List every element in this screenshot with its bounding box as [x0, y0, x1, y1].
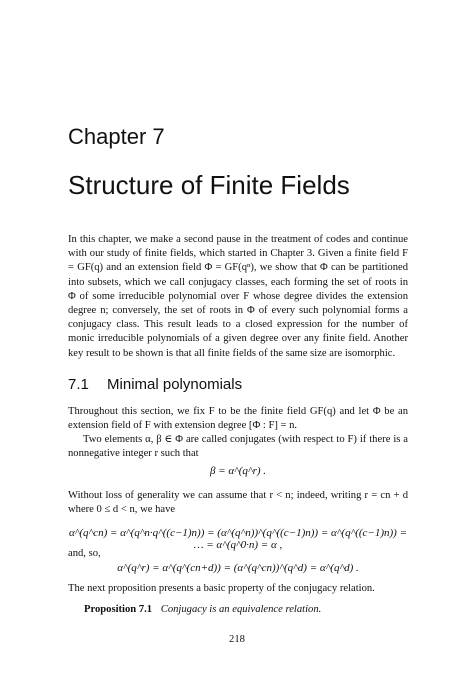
body-paragraph-2: Two elements α, β ∈ Φ are called conjugates (with respect to F) if there is a nonnegative integer r such that: [68, 434, 408, 460]
equation-conjugate: β = α^(q^r) .: [209, 465, 267, 477]
section-number: 7.1: [68, 376, 89, 393]
section-title: Minimal polynomials: [107, 376, 243, 393]
equation-reduction: α^(q^cn) = α^(q^n·q^((c−1)n)) = (α^(q^n))^(q^((c−1)n)) = α^(q^((c−1)n)) = … = α^(q^0·n) = α ,: [68, 527, 408, 551]
section-heading: [68, 376, 242, 393]
proposition-statement: Conjugacy is an equivalence relation.: [160, 604, 322, 615]
proposition-label: Proposition 7.1: [84, 604, 153, 615]
chapter-title: Structure of Finite Fields: [68, 170, 350, 200]
body-paragraph-5: The next proposition presents a basic property of the conjugacy relation.: [68, 583, 375, 594]
equation-result: α^(q^r) = α^(q^(cn+d)) = (α^(q^cn))^(q^d) = α^(q^d) .: [117, 562, 359, 574]
body-paragraph-1: Throughout this section, we fix F to be the finite field GF(q) and let Φ be an extension field of F with extension degree [Φ : F] = n.: [68, 406, 408, 432]
body-paragraph-4: and, so,: [68, 548, 101, 559]
body-paragraph-3: Without loss of generality we can assume that r < n; indeed, writing r = cn + d where 0 ≤ d < n, we have: [68, 490, 408, 516]
page-number: 218: [229, 634, 245, 645]
chapter-label: Chapter 7: [68, 124, 165, 149]
proposition: [84, 604, 408, 615]
intro-paragraph: In this chapter, we make a second pause in the treatment of codes and continue with our study of finite fields, which started in Chapter 3. Given a finite field F = GF(q) and an extension field Φ = GF(qⁿ), we show that Φ can be partitioned into subsets, which we call conjugacy classes, each forming the set of roots in Φ of some irreducible polynomial over F whose degree divides the extension degree n; conversely, the set of roots in Φ of every such polynomial forms a conjugacy class. This result leads to a closed expression for the number of monic irreducible polynomials of a given degree over any finite field. Another key result to be shown is that all finite fields of the same size are isomorphic.: [68, 234, 408, 359]
